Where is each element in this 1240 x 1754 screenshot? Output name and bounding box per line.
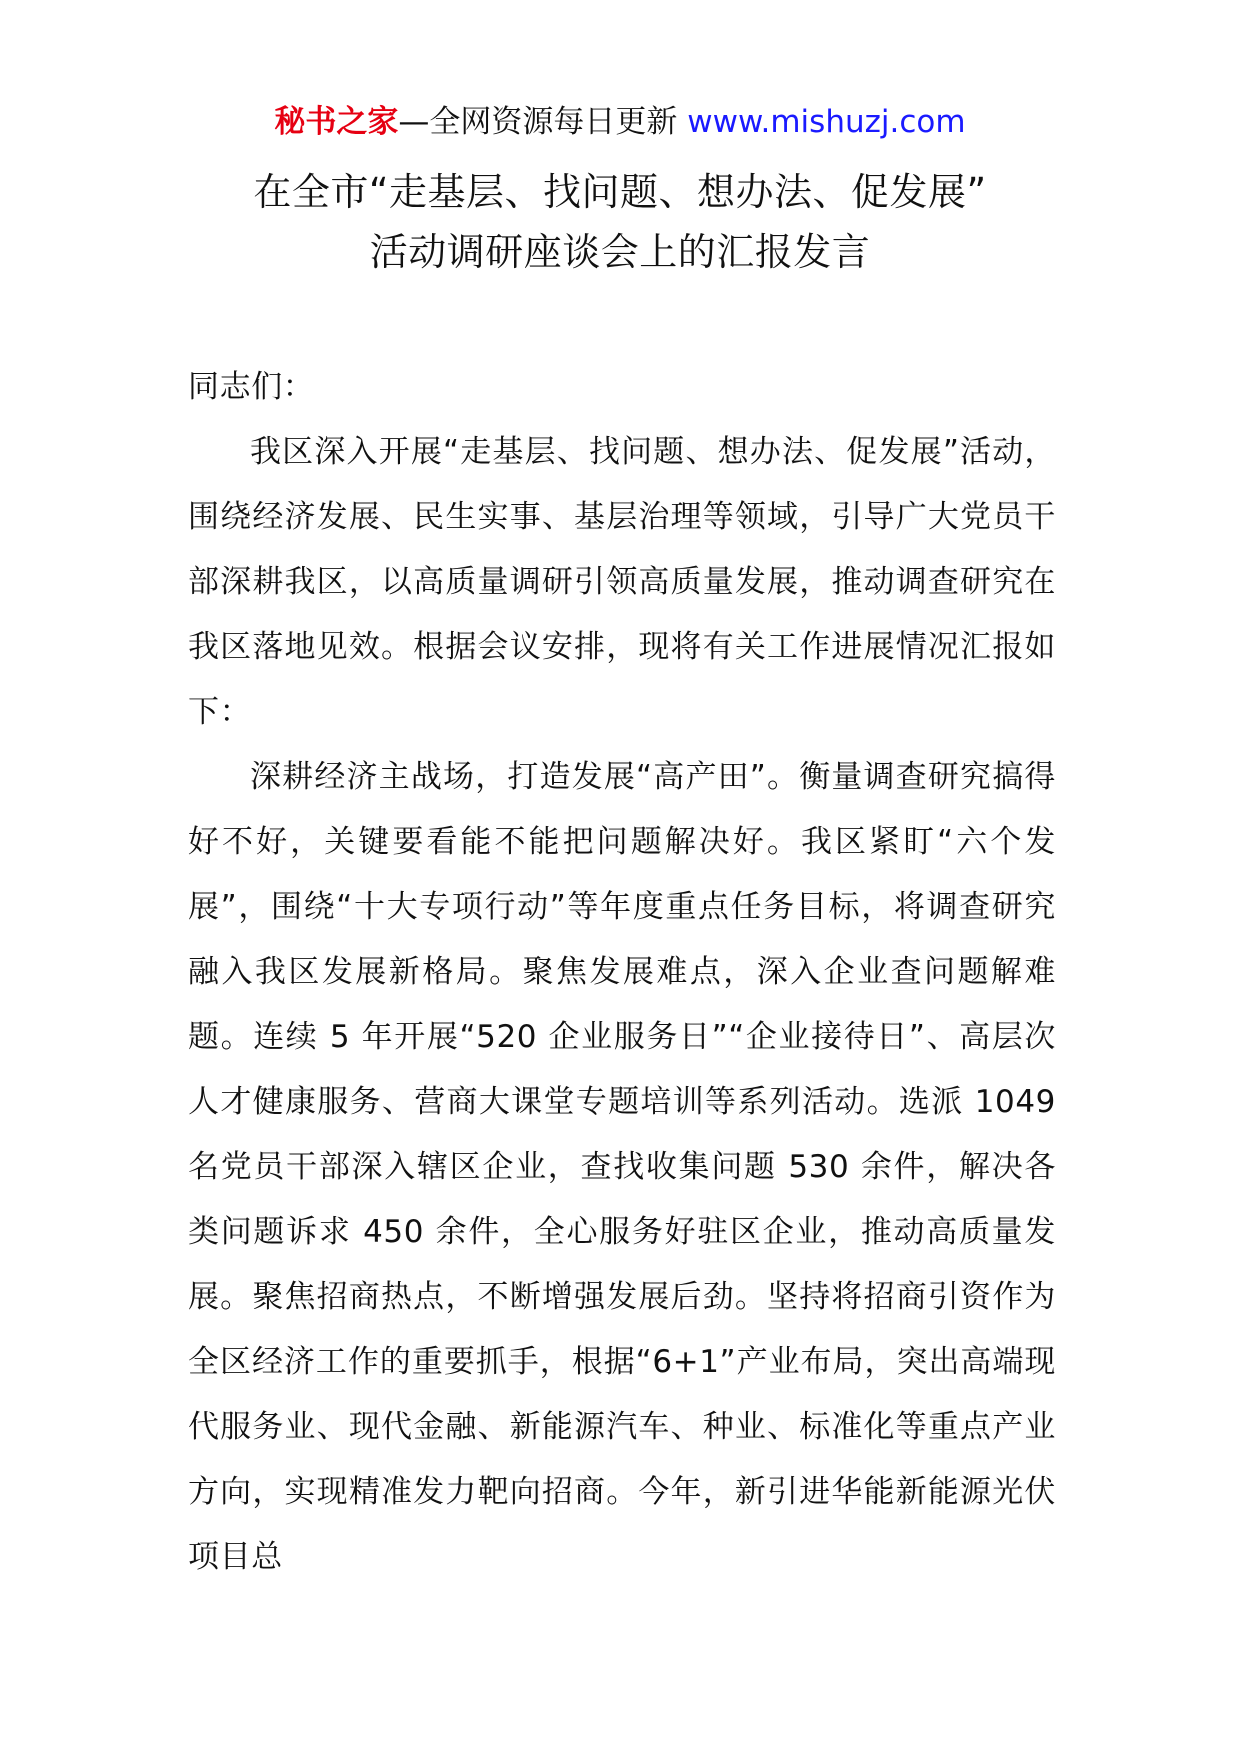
brand-name: 秘书之家 <box>274 104 399 140</box>
document-title <box>0 162 1240 282</box>
title-line-1: 在全市“走基层、找问题、想办法、促发展” <box>253 170 987 214</box>
document-body <box>188 355 1056 1590</box>
title-line-2: 活动调研座谈会上的汇报发言 <box>369 230 871 274</box>
site-url-link[interactable]: www.mishuzj.com <box>687 104 966 140</box>
header-tagline: —全网资源每日更新 <box>398 104 688 140</box>
greeting: 同志们： <box>188 369 315 405</box>
source-header <box>0 100 1240 144</box>
paragraph-intro: 我区深入开展“走基层、找问题、想办法、促发展”活动，围绕经济发展、民生实事、基层治理等领域，引导广大党员干部深耕我区，以高质量调研引领高质量发展，推动调查研究在我区落地见效。根据会议安排，现将有关工作进展情况汇报如下： <box>188 434 1056 730</box>
paragraph-economy: 深耕经济主战场，打造发展“高产田”。衡量调查研究搞得好不好，关键要看能不能把问题解决好。我区紧盯“六个发展”，围绕“十大专项行动”等年度重点任务目标，将调查研究融入我区发展新格局。聚焦发展难点，深入企业查问题解难题。连续 5 年开展“520 企业服务日”“企业接待日”、高层次人才健康服务、营商大课堂专题培训等系列活动。选派 1049 名党员干部深入辖区企业，查找收集问题 530 余件，解决各类问题诉求 450 余件，全心服务好驻区企业，推动高质量发展。聚焦招商热点，不断增强发展后劲。坚持将招商引资作为全区经济工作的重要抓手，根据“6+1”产业布局，突出高端现代服务业、现代金融、新能源汽车、种业、标准化等重点产业方向，实现精准发力靶向招商。今年，新引进华能新能源光伏项目总 <box>188 759 1056 1575</box>
